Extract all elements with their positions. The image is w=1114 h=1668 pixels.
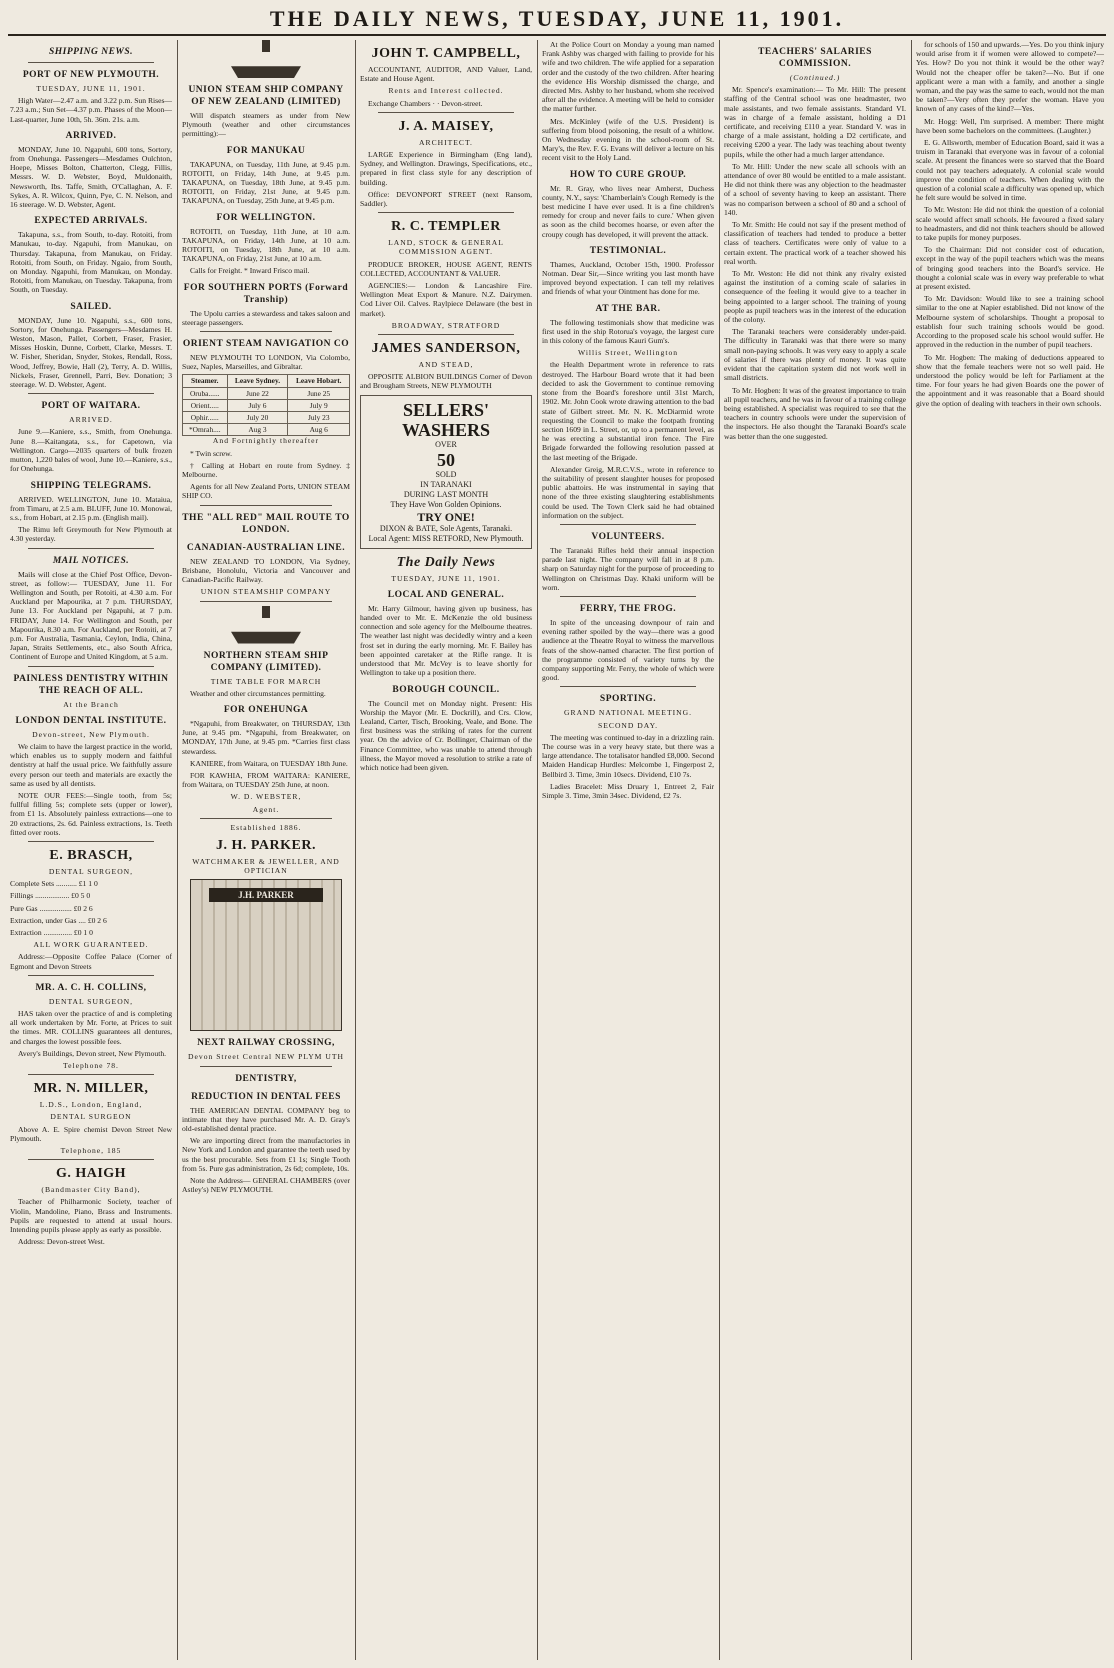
collins-text: HAS taken over the practice of and is completing all work undertaken by Mr. Forte, at Prices to suit the times. MR. COLLINS guarantees all dentures, and charges the lowest possible fees. <box>10 1009 172 1046</box>
column-2 <box>182 40 350 1660</box>
waitara-text: June 9.—Kaniere, s.s., Smith, from Onehunga. June 8.—Kaitangata, s.s., for Capetown, via Wellington. Cargo—2035 quarters of bulk frozen mutton, 1,220 bales of wool, June 10.—Kaniere, s.s., for Onehunga. <box>10 427 172 474</box>
brasch-heading: E. BRASCH, <box>49 847 133 863</box>
local-heading: LOCAL AND GENERAL. <box>387 589 505 600</box>
american-text: THE AMERICAN DENTAL COMPANY beg to intimate that they have purchased Mr. A. D. Gray's old-established dental practice. <box>182 1105 350 1133</box>
divider <box>28 62 154 63</box>
divider <box>378 334 514 335</box>
webster-name: W. D. WEBSTER, <box>230 792 302 802</box>
haigh-heading: G. HAIGH <box>55 1166 127 1182</box>
wellington-heading: FOR WELLINGTON. <box>216 212 316 223</box>
divider <box>28 975 154 976</box>
column-rule <box>537 40 538 1660</box>
teachers-para: To Mr. Weston: He did not think any rivalry existed against the institution of a coming scale of salaries in consequence of the feeling it would give to a teacher in being appointed to a larger school. The training of young people as pupil teachers was in the interest of the education of the colony. <box>724 269 906 325</box>
templer-heading: R. C. TEMPLER <box>391 219 501 235</box>
steamer-chimney-icon <box>262 606 270 618</box>
union-text: Will dispatch steamers as under from New Plymouth (weather and other circumstances permitting):— <box>182 111 350 139</box>
teachers-para: To Mr. Hill: Under the new scale all schools with an attendance of over 80 would be entitled to a male assistant. He did not think there was any objection to the headmaster of a school of seventy having to keep an assistant. There was no comparison between a school of 80 and a school of 140. <box>724 161 906 217</box>
painless-heading: PAINLESS DENTISTRY WITHIN THE REACH OF ALL. <box>13 673 169 696</box>
table-row <box>183 424 350 436</box>
divider <box>28 666 154 667</box>
commission-para: To Mr. Hogben: The making of deductions appeared to show that the female teachers were not so well paid. He understood the policy would be left for Parliament at the time. For four years he had given Boards one the power of the appointment and it was reasonable that a Board should give the option of dealing with teachers in their own schools. <box>916 352 1104 408</box>
table-cell: July 6 <box>227 399 288 411</box>
grand-heading: GRAND NATIONAL MEETING. <box>564 708 692 718</box>
column-rule <box>355 40 356 1660</box>
divider <box>28 548 154 549</box>
cure-heading: HOW TO CURE GROUP. <box>569 169 687 180</box>
table-cell: July 9 <box>288 399 350 411</box>
divider <box>200 505 332 506</box>
fee-line: Extraction ............... £0 1 0 <box>10 928 93 937</box>
teachers-para: To Mr. Smith: He could not say if the present method of classification of teachers had tended to produce a better class of teachers. Certificates were only of value to a certain extent. The practical work of a teacher showed his real worth. <box>724 220 906 266</box>
steamer-icon <box>231 52 301 78</box>
divider <box>200 601 332 602</box>
canadian-heading: CANADIAN-AUSTRALIAN LINE. <box>186 542 346 553</box>
column-1 <box>10 40 172 1660</box>
onehunga-text: *Ngapuhi, from Breakwater, on THURSDAY, 13th June, at 9.45 pm. *Ngapuhi, from Breakwater, on MONDAY, 17th June, at 9.45 pm. *Carries first class stewardess. <box>182 718 350 756</box>
sold-label: SOLD <box>435 469 457 479</box>
divider <box>28 1159 154 1160</box>
miller-heading: MR. N. MILLER, <box>33 1081 149 1097</box>
ladies-race-text: Ladies Bracelet: Miss Druary 1, Entreet 2, Fair Simple 3. Time, 3min 34sec. Dividend, £2 7s. <box>542 781 714 800</box>
miller-sub2: DENTAL SURGEON <box>50 1112 132 1122</box>
campbell-heading: JOHN T. CAMPBELL, <box>371 46 521 61</box>
mail-text: Mails will close at the Chief Post Office, Devon-street, as follow:— TUESDAY, June 11. For Wellington and South, per Rotoiti, at 4.30 a.m. For Auckland per Mapourika, at 7 p.m. THURSDAY, June 13. For Auckland per Ngapuhi, at 7 p.m. FRIDAY, June 14. For Wellington and South, per Mapourika, 8.30 a.m. For Auckland, per Rotoiti, at 7 p.m. For Australia, Tasmania, Ceylon, India, China, Japan, Straits Settlements, etc., also South Africa, Continent of Europe and United Kingdom, at 5 a.m. <box>10 569 172 662</box>
shipping-news-heading: SHIPPING NEWS. <box>48 47 134 57</box>
local-text: Mr. Harry Gilmour, having given up business, has handed over to Mr. E. McKenzie the old business connection and sole agency for the Melbourne theatres. The weather last night was decidedly wintry and a keen frost set in during the early morning. Mr. F. Bailey has been appointed caretaker at the Rifle range. It is understood that Mr. McVey is to leave shortly for Wellington to take up a position there. <box>360 603 532 678</box>
london-heading: LONDON DENTAL INSTITUTE. <box>15 715 167 726</box>
railway-heading: NEXT RAILWAY CROSSING, <box>197 1038 335 1049</box>
borough-text: The Council met on Monday night. Present: His Worship the Mayor (Mr. E. Dockrill), and Crs. Clow, Lealand, Carter, Tisch, Brooking, Veale, and Bone. The first business was the striking of rates for the current year. On the advice of Cr. Bollinger, Chairman of the Finance Committee, who was unable to attend through illness, the Mayor moved a resolution to strike a rate of which notice had been given. <box>360 698 532 772</box>
reduction-heading: REDUCTION IN DENTAL FEES <box>191 1091 341 1102</box>
weather-note: Weather and other circumstances permitting. <box>190 688 326 698</box>
continued-note: (Continued.) <box>789 73 841 82</box>
table-row <box>183 387 350 399</box>
sailing-table <box>182 374 350 436</box>
hobart-note: † Calling at Hobart en route from Sydney. ‡ Melbourne. <box>182 460 350 480</box>
local-agent: Local Agent: MISS RETFORD, New Plymouth. <box>368 533 524 543</box>
sporting-text: The meeting was continued to-day in a drizzling rain. The course was in a very heavy state, but there was a large attendance. The totalisator handled £8,000. Second Maiden Handicap Hurdles: Melcombe 1, Fingerpost 2, Bellbird 3. Time, 3min 10secs. Dividend, £10 7s. <box>542 732 714 779</box>
haigh-sub: (Bandmaster City Band), <box>41 1185 141 1195</box>
fees-note: NOTE OUR FEES:—Single tooth, from 5s; fullful filling 5s; complete sets (upper or lower), from £1 1s. Absolutely painless extractions—one to 20 extractions, 2s. 6d. Painless extractions, 1s. Teeth fitted over roots. <box>10 790 172 837</box>
commission-para: Mr. Hogg: Well, I'm surprised. A member: There might have been some bachelors on the committees. (Laughter.) <box>916 116 1104 135</box>
maisey-heading: J. A. MAISEY, <box>398 118 494 134</box>
templer-text: PRODUCE BROKER, HOUSE AGENT, RENTS COLLECTED, ACCOUNTANT & VALUER. <box>360 259 532 278</box>
over-label: OVER <box>435 439 457 449</box>
commission-para: E. G. Allsworth, member of Education Board, said it was a truism in Taranaki that everyone was in favour of a colonial scale. At present the finances were so starved that the Board could not pay teachers adequately. A colonial scale would improve the condition of teachers. When dealing with the question of a colonial scale a difficulty was opened up, which he felt sure would be solved in time. <box>916 138 1104 203</box>
masthead-rule <box>8 34 1106 36</box>
sellers-title: SELLERS' <box>402 399 490 420</box>
collins-sub: DENTAL SURGEON, <box>48 996 134 1006</box>
table-cell: Orient..... <box>183 399 228 411</box>
collins-telephone: Telephone 78. <box>63 1061 119 1071</box>
onehunga-heading: FOR ONEHUNGA <box>223 704 309 715</box>
commission-para: for schools of 150 and upwards.—Yes. Do you think injury would arise from it if women were allowed to compete?—Yes. How? Do you not think it would be the other way? Would not the cheaper offer be taken?—No. But if one applicant were a man with a family, and another a single woman, and the pay was the same to each, would not the man be taken?—Very often they prefer the woman. Have you known of any cases of the kind?—Yes. <box>916 40 1104 114</box>
sailed-heading: SAILED. <box>70 301 112 312</box>
fortnightly-note: And Fortnightly thereafter <box>212 436 320 446</box>
table-cell: Aug 6 <box>288 424 350 436</box>
fee-line: Extraction, under Gas .... £0 2 6 <box>10 915 107 925</box>
miller-telephone: Telephone, 185 <box>60 1146 122 1156</box>
orient-heading: ORIENT STEAM NAVIGATION CO <box>182 339 350 350</box>
waitara-kawhia-text: FOR KAWHIA, FROM WAITARA: KANIERE, from Waitara, on TUESDAY 25th June, at noon. <box>182 770 350 790</box>
divider <box>200 818 332 819</box>
column-rule <box>177 40 178 1660</box>
column-3 <box>360 40 532 1660</box>
london-text: We claim to have the largest practice in the world, which enables us to supply modern and faithful dentistry at half the usual price. We faithfully assure every person our teeth and materials are exactly the same as used by all dentists. <box>10 741 172 788</box>
manukau-heading: FOR MANUKAU <box>226 145 306 156</box>
washers-title: WASHERS <box>401 419 491 440</box>
divider <box>560 596 696 597</box>
port-heading: PORT OF NEW PLYMOUTH. <box>22 70 160 80</box>
sanderson-heading: JAMES SANDERSON, <box>371 341 521 357</box>
rimu-text: The Rimu left Greymouth for New Plymouth at 4.30 yesterday. <box>10 525 172 544</box>
borough-continued: the Health Department wrote in reference to rats destroyed. The Harbour Board wrote that it had been decided to ask the Government to continue removing stone from the Board's foreshore until 31st March, 1902. Mr. John Cook wrote drawing attention to the bad state of Gilbert street. Mr. N. K. McDiarmid wrote requesting the Council to make the footpath fronting section 1609 in L. Street, or, up to a permanent level, as he was erecting a substantial iron fence. The Fire Brigade forwarded the following resolution passed at the last meeting of the Brigade. <box>542 360 714 462</box>
brasch-note: ALL WORK GUARANTEED. <box>33 940 149 950</box>
parker-heading: J. H. PARKER. <box>216 837 316 853</box>
fee-line: Pure Gas ................. £0 2 6 <box>10 903 93 913</box>
maisey-address: Office: DEVONPORT STREET (next Ransom, Saddler). <box>360 189 532 209</box>
telegrams-heading: SHIPPING TELEGRAMS. <box>30 480 152 491</box>
fee-line: Fillings .................. £0 5 0 <box>10 891 91 901</box>
allred-heading: THE "ALL RED" MAIL ROUTE TO LONDON. <box>182 512 350 535</box>
waitara-sub: ARRIVED. <box>69 415 113 425</box>
divider <box>378 212 514 213</box>
table-cell: June 22 <box>227 387 288 399</box>
american-detail: We are importing direct from the manufactories in New York and London and guarantee the teeth used by us the best procurable. Sets from £1 1s; Single Tooth from 5s. Pure gas administration, 2s 6d; complete, 10s. <box>182 1136 350 1173</box>
golden-label: They Have Won Golden Opinions. <box>390 499 502 509</box>
testimonial-text: Thames, Auckland, October 15th, 1900. Professor Notman. Dear Sir,—Since writing you last month have improved beyond expectation. I can tell my relatives and friends of what your Ointment has done for me. <box>542 259 714 297</box>
volunteers-text: The Taranaki Rifles held their annual inspection parade last night. The company will fall in at 8 p.m. sharp on Saturday night for the purpose of proceeding to Wellington on Christmas Day. Khaki uniform will be worn. <box>542 545 714 592</box>
sanderson-text: OPPOSITE ALBION BUILDINGS Corner of Devon and Brougham Streets, NEW PLYMOUTH <box>360 372 532 391</box>
miller-address: Above A. E. Spire chemist Devon Street New Plymouth. <box>10 1124 172 1143</box>
shopfront-illustration <box>190 879 342 1031</box>
agents-note: Agents for all New Zealand Ports, UNION STEAM SHIP CO. <box>182 482 350 501</box>
brasch-address: Address:—Opposite Coffee Palace (Corner of Egmont and Devon Streets <box>10 952 172 971</box>
parker-sub: WATCHMAKER & JEWELLER, AND OPTICIAN <box>192 856 340 876</box>
brasch-sub: DENTAL SURGEON, <box>48 866 134 876</box>
sanderson-sub: AND STEAD, <box>418 360 474 370</box>
webster-role: Agent. <box>252 804 280 814</box>
arrived-text: MONDAY, June 10. Ngapuhi, 600 tons, Sortory, from Onehunga. Passengers—Mesdames Oulchton, Hoepe, Misses Bolton, Chatterton, Clegg, Fillis, Messrs. W. D. Webster, Boyd, Muldonaith, Newsworth, Ibs. Taffe, Smith, O'Callaghan, A. F. Sykes, A. R. Wilcox, Quinn, Pye, C. N. Nelson, and 16 steerage. W. D. Webster, Agent. <box>10 144 172 210</box>
shipping-date: TUESDAY, JUNE 11, 1901. <box>36 84 146 93</box>
frisco-note: Calls for Freight. * Inward Frisco mail. <box>190 266 310 276</box>
daily-news-date: TUESDAY, JUNE 11, 1901. <box>391 573 501 583</box>
ferry-text: In spite of the unceasing downpour of rain and evening rather spoiled by the way—there was a good audience at the Theatre Royal to witness the marvellous feats of the show-named character. The first portion of the programme consisted of variety turns by the company supporting Mr. Ferry, the whole of which were good. <box>542 617 714 683</box>
shop-sign: J.H. PARKER <box>209 888 323 902</box>
second-day: SECOND DAY. <box>598 720 658 730</box>
sellers-washers-advert <box>360 395 532 549</box>
haigh-address: Address: Devon-street West. <box>18 1237 105 1247</box>
volunteers-heading: VOLUNTEERS. <box>591 531 665 542</box>
table-cell: Ophir...... <box>183 412 228 424</box>
london-sub: Devon-street, New Plymouth. <box>32 729 150 739</box>
column-4 <box>542 40 714 1660</box>
borough-heading: BOROUGH COUNCIL. <box>392 684 500 695</box>
commission-para: To Mr. Weston: He did not think the question of a colonial scale would affect small schools. He favoured a fixed salary to headmasters, and did not think teachers should be allowed to take pupils for money purposes. <box>916 205 1104 243</box>
column-rule <box>719 40 720 1660</box>
waitara-heading: PORT OF WAITARA. <box>41 401 141 412</box>
police-court-text: At the Police Court on Monday a young man named Frank Ashby was charged with failing to provide for his wife and two children. The wife applied for a separation order and the custody of the two children. After hearing the evidence His Worship dismissed the charge, and directed Mrs. Ashby to her husband, whom she received after all the evidence. A meeting will be held to consider the matter further. <box>542 40 714 114</box>
table-header: Steamer. <box>183 375 228 387</box>
tides-text: High Water—2.47 a.m. and 3.22 p.m. Sun Rises—7.23 a.m.; Sun Set—4.37 p.m. Phases of the Moon—Last-quarter, June 10th, 5h. 36m. 21s. a.m. <box>10 96 172 124</box>
wellington-text: ROTOITI, on Tuesday, 11th June, at 10 a.m. TAKAPUNA, on Friday, 14th June, at 10 a.m. ROTOITI, on Tuesday, 18th June, at 10 a.m. TAKAPUNA, on Friday, 21st June, at 10 a.m. <box>182 226 350 264</box>
broadway-address: BROADWAY, STRATFORD <box>391 320 501 330</box>
union-heading: UNION STEAM SHIP COMPANY OF NEW ZEALAND (LIMITED) <box>188 85 344 107</box>
templer-sub: LAND, STOCK & GENERAL COMMISSION AGENT. <box>388 238 504 257</box>
campbell-sub: ACCOUNTANT, AUDITOR, AND Valuer, Land, Estate and House Agent. <box>360 65 532 84</box>
table-cell: July 23 <box>288 412 350 424</box>
divider <box>560 686 696 687</box>
northern-heading: NORTHERN STEAM SHIP COMPANY (LIMITED). <box>203 650 329 673</box>
divider <box>200 1066 332 1067</box>
divider <box>28 1074 154 1075</box>
established-note: Established 1886. <box>230 822 302 832</box>
alexander-text: Alexander Greig, M.R.C.V.S., wrote in reference to the suitability of present slaughter houses for proposed public abattoirs. He was instrumental in saying that none of the three existing slaughtering establishments could be used. The Town Clerk said he had obtained information on the subject. <box>542 464 714 520</box>
table-cell: July 20 <box>227 412 288 424</box>
time-table: TIME TABLE FOR MARCH <box>210 676 322 686</box>
ferry-heading: FERRY, THE FROG. <box>579 603 677 614</box>
maisey-sub: ARCHITECT. <box>419 137 473 147</box>
column-6 <box>916 40 1104 1660</box>
bar-heading: AT THE BAR. <box>595 303 661 314</box>
expected-heading: EXPECTED ARRIVALS. <box>34 216 148 227</box>
try-one-label: TRY ONE! <box>417 509 475 524</box>
manukau-text: TAKAPUNA, on Tuesday, 11th June, at 9.45 p.m. ROTOITI, on Friday, 14th June, at 9.45 p.m. TAKAPUNA, on Tuesday, 18th June, at 9.45 p.m. ROTOITI, on Friday, 21st June, at 9.45 p.m. TAKAPUNA, on Tuesday, 25th June, at 9.45 p.m. <box>182 159 350 206</box>
column-rule <box>911 40 912 1660</box>
miller-sub: L.D.S., London, England, <box>39 1100 143 1110</box>
canadian-text: NEW ZEALAND TO LONDON, Via Sydney, Brisbane, Honolulu, Victoria and Vancouver and Canadian-Pacific Railway. <box>182 556 350 585</box>
arrived-heading: ARRIVED. <box>65 130 117 141</box>
divider <box>378 112 514 113</box>
fifty-number: 50 <box>437 449 455 470</box>
table-row <box>183 412 350 424</box>
collins-heading: MR. A. C. H. COLLINS, <box>35 982 147 993</box>
upolu-text: The Upolu carries a stewardess and takes saloon and steerage passengers. <box>182 308 350 327</box>
table-header: Leave Sydney. <box>227 375 288 387</box>
divider <box>28 393 154 394</box>
steamer-icon <box>231 618 301 644</box>
divider <box>560 524 696 525</box>
dentistry-heading: DENTISTRY, <box>235 1073 297 1084</box>
sailed-text: MONDAY, June 10. Ngapuhi, s.s., 600 tons, Sortory, for Onehunga. Passengers—Mesdames H. Weston, Mason, Pallet, Corbett, Fraser, Frasier, Misses Hoskin, Dunne, Corbett, Clarke, Messrs. T. W. Fisher, Sheridan, Snyder, Stokes, Rendall, Ross, Wood, Jeffrey, Bowie, Hall (2), Terry, A. D. Willis, Nickels, Fraser, Grennell, Parri, Bev. Donation; 3 steerage. W. D. Webster, Agent. <box>10 315 172 390</box>
commission-para: To Mr. Davidson: Would like to see a training school similar to the one at Napier established. Did not know of the Melbourne system of scholarships. Thought a proposal to establish four such training schools would be good. According to the proposed scale his school would suffer. He approved in the reduction in the number of pupil teachers. <box>916 294 1104 350</box>
column-5 <box>724 40 906 1660</box>
commission-para: To the Chairman: Did not consider cost of education, except in the way of the pupil teachers which was the means of bringing good teachers into the Board's service. He thought a colonial scale was in every way preferable to what at present existed. <box>916 245 1104 292</box>
campbell-address: Exchange Chambers · · Devon-street. <box>368 98 483 108</box>
page-masthead: THE DAILY NEWS, TUESDAY, JUNE 11, 1901. <box>269 6 845 31</box>
taranaki-label: IN TARANAKI <box>420 479 472 489</box>
bar-text: The following testimonials show that medicine was first used in the ship Rotorua's voyage, the largest cure in this colony of the famous Kauri Gum's. <box>542 317 714 346</box>
divider <box>28 841 154 842</box>
table-cell: June 25 <box>288 387 350 399</box>
orient-text: NEW PLYMOUTH TO LONDON, Via Colombo, Suez, Naples, Marseilles, and Gibraltar. <box>182 353 350 372</box>
teachers-heading: TEACHERS' SALARIES COMMISSION. <box>758 47 872 69</box>
painless-sub: At the Branch <box>63 699 119 709</box>
cure-text: Mr. R. Gray, who lives near Amherst, Duchess county, N.Y., says: 'Chamberlain's Cough Remedy is the best medicine I have ever used. It is a fine children's remedy for croup and never fails to cure.' When given as soon as the child becomes hoarse, or even after the croupy cough has developed, it will prevent the attack. <box>542 183 714 239</box>
kaniere-text: KANIERE, from Waitara, on TUESDAY 18th June. <box>190 758 348 768</box>
willis-street: Willis Street, Wellington <box>577 348 679 358</box>
steamer-chimney-icon <box>262 40 270 52</box>
table-cell: Aug 3 <box>227 424 288 436</box>
table-cell: *Omrah.... <box>183 424 228 436</box>
teachers-para: Mr. Spence's examination:— To Mr. Hill: The present staffing of the Central school was one headmaster, two male assistants, and two female assistants. Standard VI. was in charge of a female assistant, holding a D1 certificate, and receiving £110 a year. Standard V. was in charge of a male assistant, holding a D2 certificate, and receiving £200 a year. The lady was teaching about twenty pupils, while the other had a much larger attendance. <box>724 85 906 159</box>
dixon-agents: DIXON & BATE, Sole Agents, Taranaki. <box>379 523 513 533</box>
divider <box>200 331 332 332</box>
testimonial-heading: TESTIMONIAL. <box>589 245 667 256</box>
table-cell: Oruba...... <box>183 387 228 399</box>
teachers-para: To Mr. Hogben: It was of the greatest importance to train all pupil teachers, and he was in favour of a training college being established. A specialist was required to see that the teachers in country schools were under the supervision of the inspectors. He also thought the Taranaki Board's scale was better than the one suggested. <box>724 385 906 441</box>
table-row <box>183 399 350 411</box>
expected-text: Takapuna, s.s., from South, to-day. Rotoiti, from Manukau, to-day. Ngapuhi, from Manukau, on Thursday. Takapuna, from Manukau, on Friday. Rotoiti, from South, on Friday. Ngaio, from South, on Monday. Ngapuhi, from Manukau, on Monday. Rotoiti, from Manukau, on Tuesday. Takapuna, from South, on Tuesday. <box>10 230 172 295</box>
daily-news-masthead: The Daily News <box>396 554 496 570</box>
telegrams-text: ARRIVED. WELLINGTON, June 10. Mataiua, from Timaru, at 2.5 a.m. BLUFF, June 10. Monowai, s.s., from Hobart, at 2.15 p.m. (English mail). <box>10 494 172 522</box>
maisey-text: LARGE Experience in Birmingham (Eng land), Sydney, and Wellington. Drawings, Specifications, etc., prepared in first class style for any description of building. <box>360 150 532 187</box>
southern-heading: FOR SOUTHERN PORTS (Forward Tranship) <box>183 282 349 305</box>
sporting-heading: SPORTING. <box>599 694 657 705</box>
railway-sub: Devon Street Central NEW PLYM UTH <box>188 1052 344 1062</box>
table-header: Leave Hobart. <box>288 375 350 387</box>
avery-text: Avery's Buildings, Devon street, New Plymouth. <box>18 1048 167 1058</box>
union-agent: UNION STEAMSHIP COMPANY <box>200 587 332 597</box>
mckinley-text: Mrs. McKinley (wife of the U.S. President) is suffering from blood poisoning, the result of a whitlow. On Wednesday evening in the school-room of St. Mary's, the Rev. F. G. Evans will deliver a lecture on his recent visit to the Holy Land. <box>542 116 714 163</box>
mail-heading: MAIL NOTICES. <box>52 555 130 566</box>
chamber-address: Note the Address— GENERAL CHAMBERS (over Astley's) NEW PLYMOUTH. <box>182 1175 350 1195</box>
fee-line: Complete Sets ........... £1 1 0 <box>10 879 98 889</box>
during-label: DURING LAST MONTH <box>403 489 489 499</box>
haigh-text: Teacher of Philharmonic Society, teacher of Violin, Mandoline, Piano, Brass and Instruments. Pupils are requested to attend at usual hours. Intending pupils please apply as early as possible. <box>10 1197 172 1235</box>
teachers-para: The Taranaki teachers were considerably under-paid. The difficulty in Taranaki was that there were so many small non-paying schools. It was very easy to apply a scale of salaries if there was plenty of money. It was quite evident that the capitation system did not work well in small districts. <box>724 327 906 383</box>
twin-note: * Twin screw. <box>190 448 233 458</box>
templer-agencies: AGENCIES:— London & Lancashire Fire. Wellington Meat Export & Manure. N.Z. Dairymen. Cod Liver Oil. Calves. Raylpiece Delaware (the best in market). <box>360 281 532 318</box>
campbell-text: Rents and Interest collected. <box>388 86 504 96</box>
